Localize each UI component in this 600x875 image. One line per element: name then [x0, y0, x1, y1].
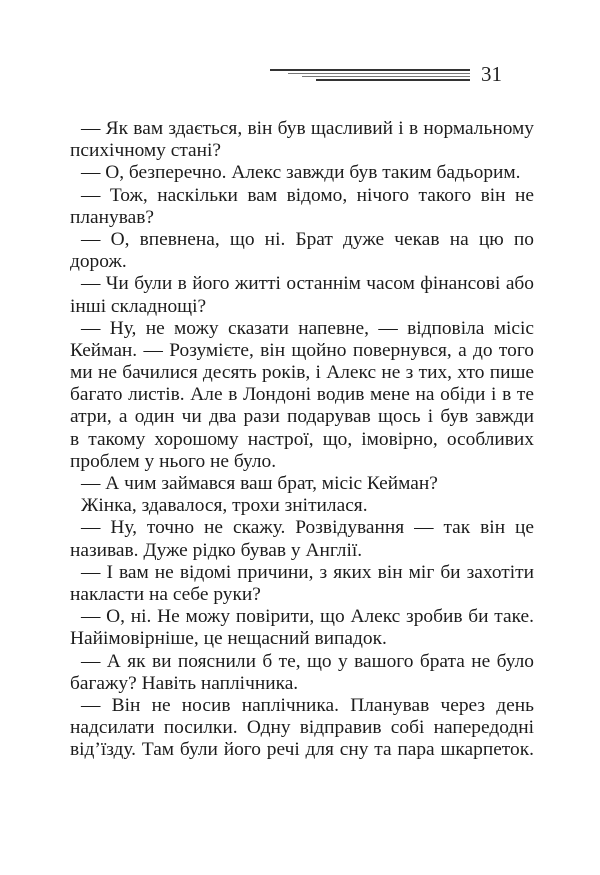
header-rule	[302, 76, 470, 77]
text-line: — А чим займався ваш брат, місіс Кейман?	[81, 473, 438, 494]
text-line: — І вам не відомі причини, з яких він міг би захотіти	[81, 561, 534, 583]
text-line: планував?	[70, 206, 155, 228]
text-line: Найімовірніше, це нещасний випадок.	[70, 628, 387, 650]
text-line: ми не бачилися десять років, і Алекс не з тих, хто пише	[70, 362, 534, 384]
text-line: — А як ви пояснили б те, що у вашого брата не було	[81, 650, 534, 672]
text-line: — Як вам здається, він був щасливий і в нормальному	[81, 118, 534, 139]
text-line: Жінка, здавалося, трохи знітилася.	[81, 495, 368, 517]
text-line: проблем у нього не було.	[70, 450, 277, 472]
text-line: — Ну, точно не скажу. Розвідування — так він це	[81, 517, 534, 539]
header-rule	[316, 79, 470, 81]
text-line: багажу? Навіть наплічника.	[70, 672, 299, 694]
header-rule	[288, 73, 470, 74]
text-line: — О, впевнена, що ні. Брат дуже чекав на цю по	[81, 228, 534, 250]
header-decorative-rules	[270, 69, 470, 83]
page-number: 31	[481, 62, 502, 86]
text-line: психічному стані?	[70, 140, 222, 162]
page-text	[70, 118, 534, 761]
text-line: багато листів. Але в Лондоні водив мене на обіди і в те	[70, 384, 534, 406]
text-line: — О, ні. Не можу повірити, що Алекс зробив би таке.	[81, 606, 534, 628]
text-line: інші складнощі?	[70, 295, 207, 317]
header-rule	[270, 69, 470, 71]
text-line: від’їзду. Там були його речі для сну та пара шкарпеток.	[70, 739, 534, 761]
text-line: — Чи були в його житті останнім часом фінансові або	[81, 273, 534, 295]
text-line: — Він не носив наплічника. Планував через день	[81, 694, 534, 716]
text-line: — Ну, не можу сказати напевне, — відповіла місіс	[81, 317, 534, 339]
text-line: називав. Дуже рідко бував у Англії.	[70, 539, 363, 561]
text-line: — Тож, наскільки вам відомо, нічого такого він не	[81, 184, 534, 206]
text-line: надсилати посилки. Одну відправив собі напередодні	[70, 717, 534, 739]
text-line: дорож.	[70, 251, 127, 273]
text-line: Кейман. — Розумієте, він щойно повернувся, а до того	[70, 339, 534, 361]
text-line: — О, безперечно. Алекс завжди був таким бадьорим.	[81, 162, 521, 184]
text-line: атри, а один чи два рази подарував щось і був завжди	[70, 406, 534, 428]
running-header	[0, 58, 600, 88]
text-line: в такому хорошому настрої, що, імовірно, особливих	[70, 428, 534, 450]
text-line: накласти на себе руки?	[70, 583, 261, 605]
